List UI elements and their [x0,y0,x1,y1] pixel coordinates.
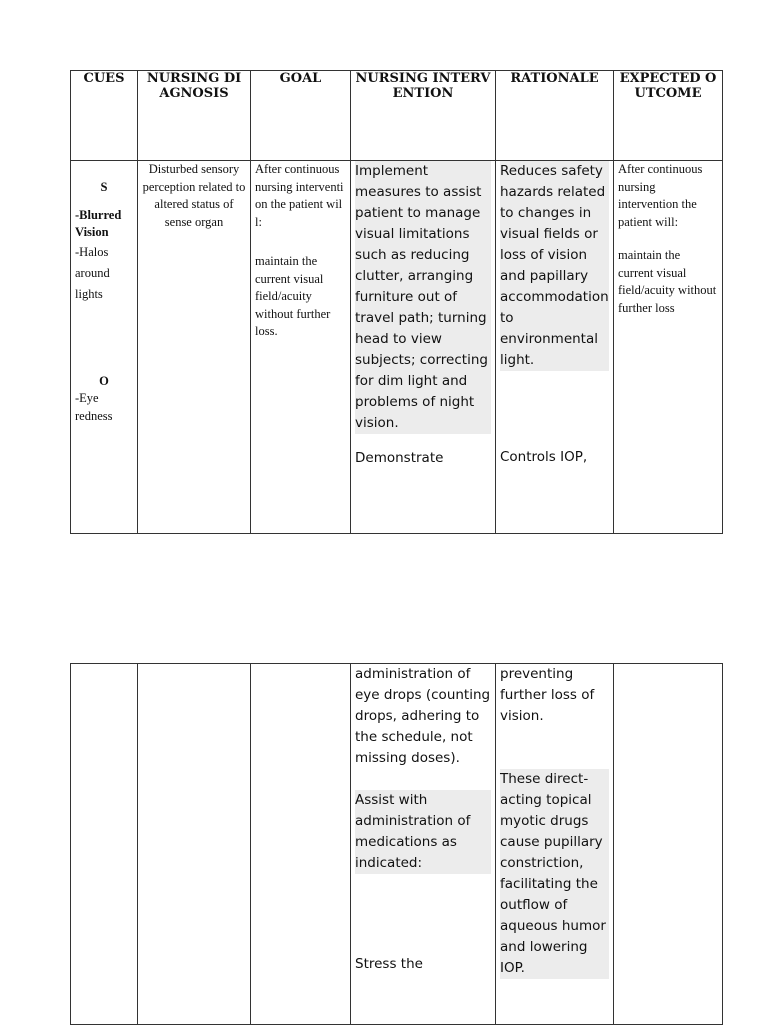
header-nursing-diagnosis: NURSING DIAGNOSIS [138,71,251,161]
cue-item: -Eye redness [75,391,113,423]
rationale-cell [496,161,614,534]
header-cues: CUES [71,71,138,161]
intervention-text: administration of eye drops (counting drops, adhering to the schedule, not missing doses). [355,666,491,766]
cues-cell [71,161,138,534]
rationale-text: Controls IOP, [500,449,588,465]
intervention-text: Stress the [355,956,423,972]
diagnosis-cell: Disturbed sensory perception related to altered status of sense organ [138,161,251,534]
goal-text: maintain the current visual field/acuity without further loss. [255,254,331,338]
outcome-cell [614,664,723,1025]
cue-item: -Halos around lights [75,244,110,301]
care-plan-table-page-2 [70,663,723,1025]
goal-cell [251,161,351,534]
table-row [71,161,723,534]
intervention-text: Assist with administration of medications as indicated: [355,790,491,874]
rationale-text: preventing further loss of vision. [500,666,595,724]
header-goal: GOAL [251,71,351,161]
diagnosis-cell [138,664,251,1025]
rationale-cell [496,664,614,1025]
header-expected-outcome: EXPECTED OUTCOME [614,71,723,161]
outcome-text: maintain the current visual field/acuity without further loss [618,248,717,315]
table-header-row [71,71,723,161]
header-rationale: RATIONALE [496,71,614,161]
care-plan-table-page-1 [70,70,723,534]
intervention-cell [351,664,496,1025]
outcome-intro: After continuous nursing intervention the patient will: [618,162,703,229]
rationale-text: These direct-acting topical myotic drugs cause pupillary constriction, facilitating the outflow of aqueous humor and lowering IOP. [500,769,609,979]
table-row [71,664,723,1025]
intervention-text: Implement measures to assist patient to manage visual limitations such as reducing clutter, arranging furniture out of travel path; turning head to view subjects; correcting for dim light and problems of night vision. [355,161,491,434]
subjective-label: S [100,180,108,194]
goal-intro: After continuous nursing intervention the patient will: [255,162,344,229]
objective-label: O [99,373,109,388]
goal-cell [251,664,351,1025]
header-nursing-intervention: NURSING INTERVENTION [351,71,496,161]
outcome-cell [614,161,723,534]
intervention-cell [351,161,496,534]
cues-cell [71,664,138,1025]
rationale-text: Reduces safety hazards related to changes in visual fields or loss of vision and papillary accommodation to environmental light. [500,161,609,371]
intervention-text: Demonstrate [355,450,444,466]
cue-item: -Blurred Vision [75,207,122,239]
